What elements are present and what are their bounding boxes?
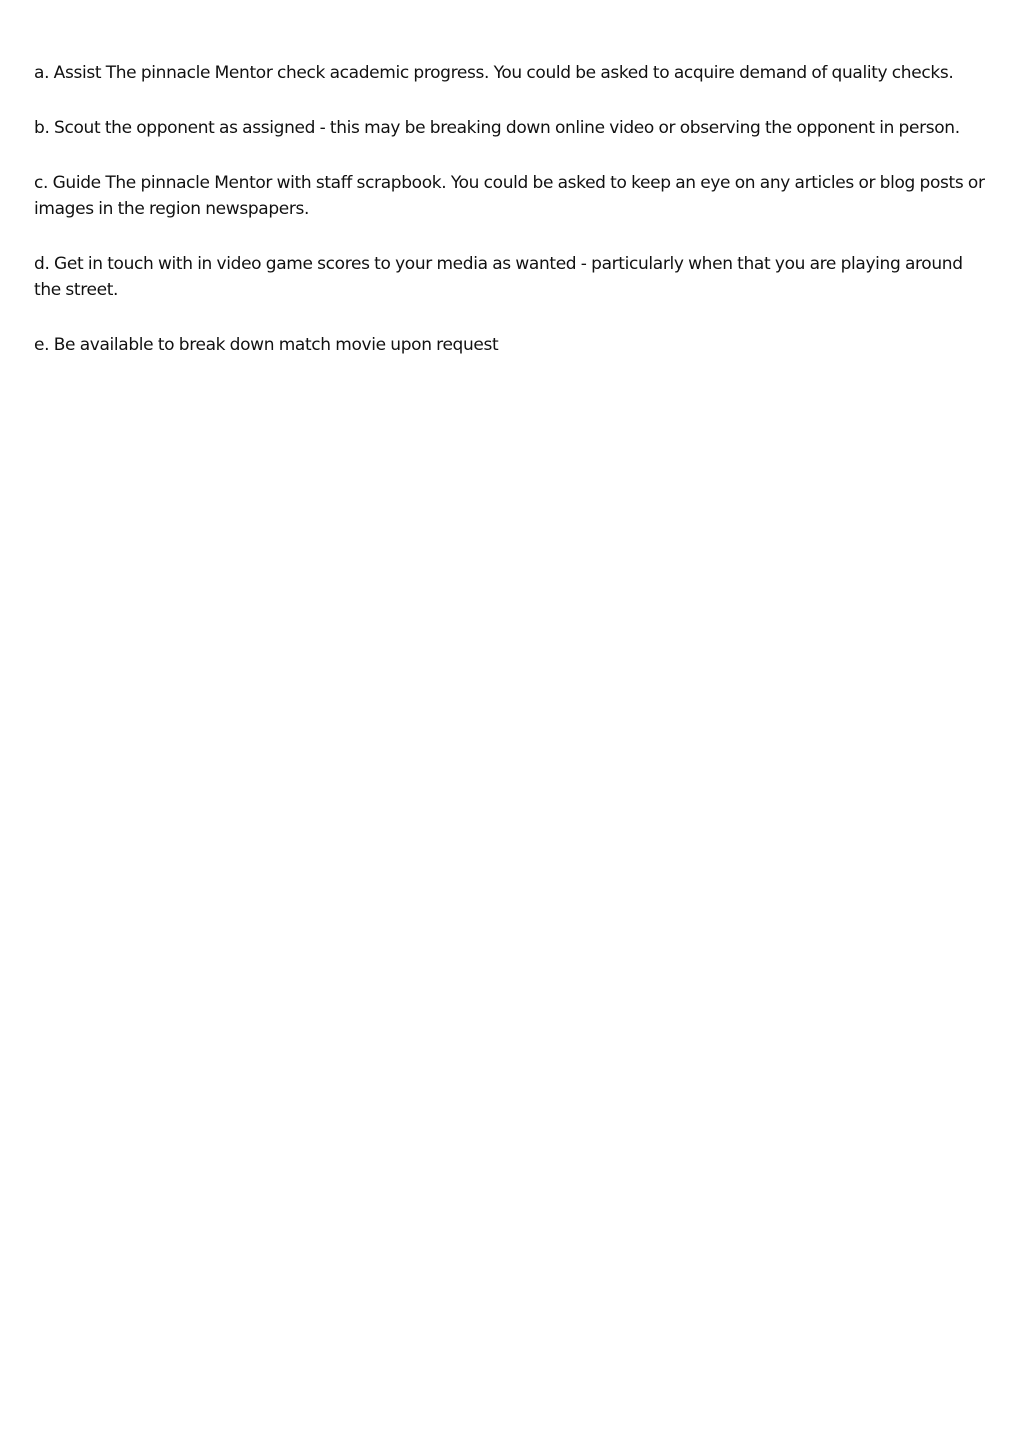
list-item-c: c. Guide The pinnacle Mentor with staff scrapbook. You could be asked to keep an eye on any articles or blog posts or images in the region newspapers. (34, 173, 985, 219)
list-item-e: e. Be available to break down match movie upon request (34, 335, 499, 355)
list-item-b: b. Scout the opponent as assigned - this may be breaking down online video or observing the opponent in person. (34, 118, 960, 138)
document-body (34, 60, 994, 387)
list-item-d: d. Get in touch with in video game scores to your media as wanted - particularly when that you are playing around the street. (34, 254, 963, 300)
list-item-a: a. Assist The pinnacle Mentor check academic progress. You could be asked to acquire demand of quality checks. (34, 63, 954, 83)
